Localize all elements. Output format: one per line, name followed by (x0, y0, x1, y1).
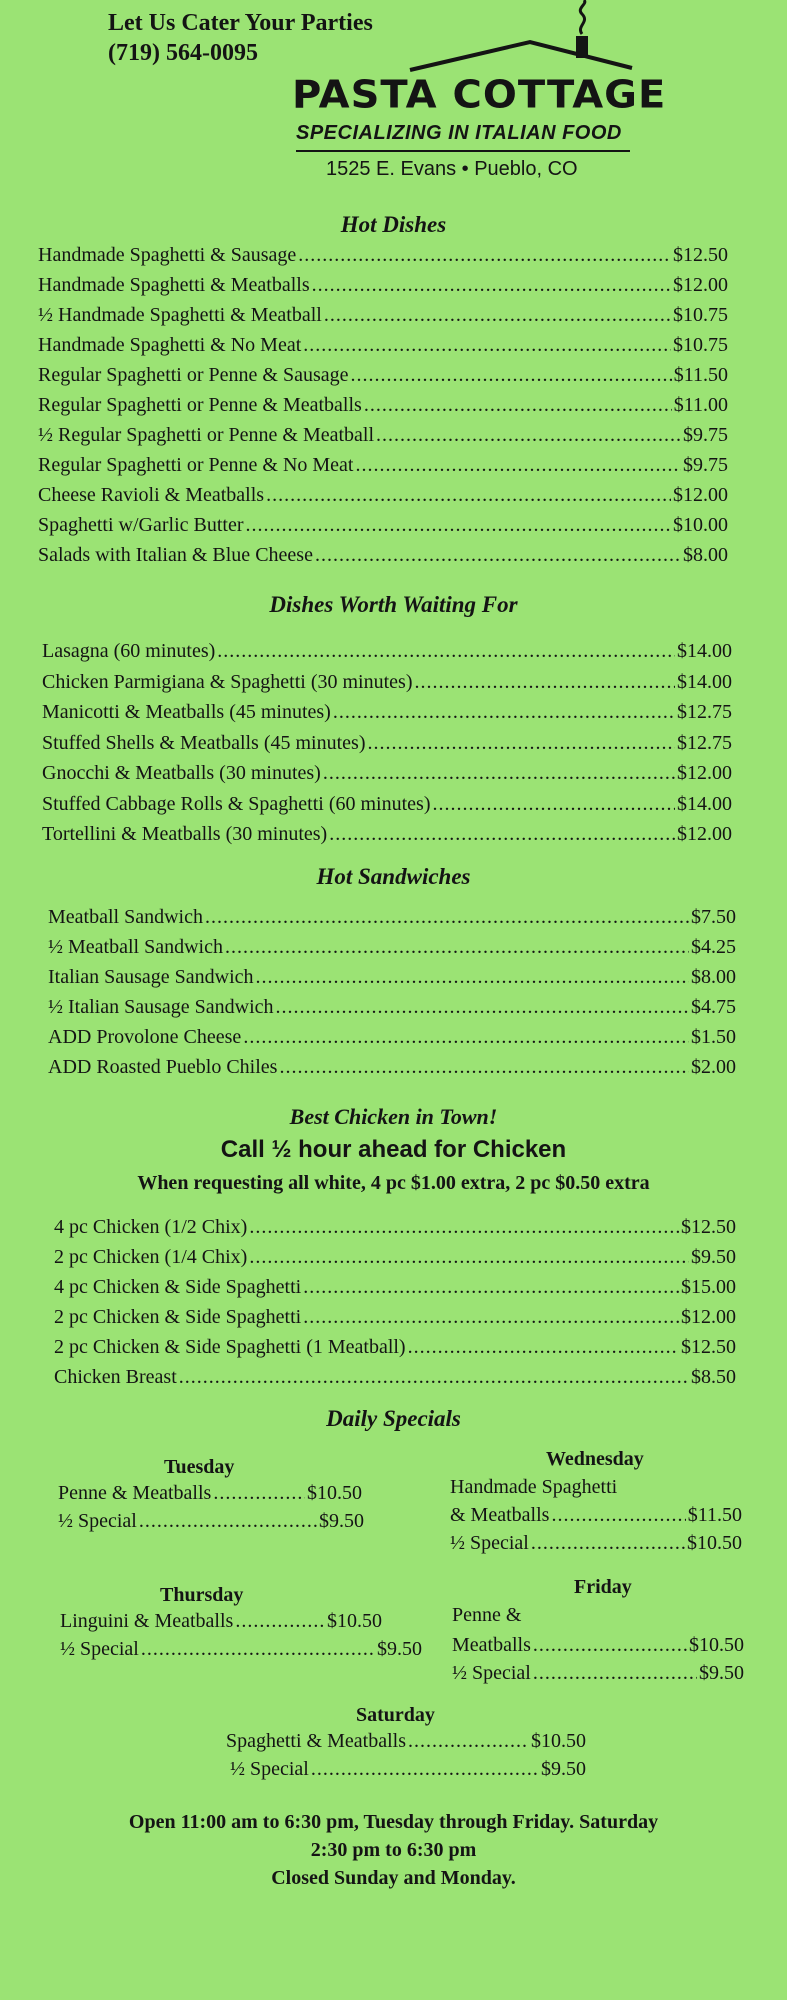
item-price: $10.00 (673, 514, 728, 536)
item-name: 2 pc Chicken & Side Spaghetti (54, 1306, 302, 1328)
day-name: Wednesday (546, 1448, 644, 1470)
item-price: $12.50 (681, 1216, 736, 1238)
item-name: Penne & (452, 1604, 522, 1626)
item-price: $8.50 (691, 1366, 736, 1388)
item-name: ½ Special (452, 1662, 531, 1684)
item-name: ½ Meatball Sandwich (48, 936, 223, 958)
leader-dots (213, 1482, 305, 1505)
item-price: $12.50 (681, 1336, 736, 1358)
item-price: $12.75 (677, 701, 732, 723)
tagline: SPECIALIZING IN ITALIAN FOOD (296, 122, 622, 144)
list-item (48, 936, 736, 966)
section-title-specials: Daily Specials (326, 1406, 461, 1431)
item-price: $9.75 (683, 424, 728, 446)
item-price: $9.75 (683, 454, 728, 476)
item-name: 2 pc Chicken (1/4 Chix) (54, 1246, 248, 1268)
section-title-sandwiches: Hot Sandwiches (316, 864, 471, 889)
item-price: $10.50 (327, 1610, 382, 1632)
item-price: $10.75 (673, 304, 728, 326)
list-item (38, 484, 728, 514)
item-name: Spaghetti & Meatballs (226, 1730, 406, 1752)
item-price: $12.00 (677, 762, 732, 784)
address: 1525 E. Evans • Pueblo, CO (326, 158, 578, 180)
leader-dots (276, 996, 690, 1019)
leader-dots (533, 1662, 697, 1685)
item-name: Handmade Spaghetti & Meatballs (38, 274, 310, 296)
leader-dots (368, 732, 676, 755)
restaurant-name: PASTA COTTAGE (292, 73, 667, 117)
leader-dots (551, 1504, 685, 1527)
call-ahead-note: Call ½ hour ahead for Chicken (220, 1136, 567, 1163)
list-item (38, 544, 728, 574)
leader-dots (303, 1306, 679, 1329)
list-item (38, 514, 728, 544)
hours-line: 2:30 pm to 6:30 pm (310, 1839, 477, 1861)
section-title-worth-waiting: Dishes Worth Waiting For (269, 592, 518, 617)
leader-dots (312, 274, 671, 297)
list-item (60, 1610, 382, 1638)
list-item (58, 1510, 364, 1538)
list-item (58, 1482, 362, 1510)
leader-dots (141, 1638, 375, 1661)
item-price: $12.75 (677, 731, 732, 754)
list-item (38, 454, 728, 484)
item-price: $4.75 (691, 996, 736, 1018)
leader-dots (225, 936, 689, 959)
leader-dots (205, 906, 689, 929)
leader-dots (315, 544, 681, 567)
special-saturday (226, 1704, 588, 1786)
leader-dots (408, 1336, 679, 1359)
item-name: Handmade Spaghetti & No Meat (38, 334, 302, 356)
list-item (42, 823, 732, 854)
hours-info (0, 1808, 787, 1892)
leader-dots (246, 514, 671, 537)
item-name: ½ Regular Spaghetti or Penne & Meatball (38, 424, 375, 446)
section-title-chicken: Best Chicken in Town! (289, 1104, 498, 1129)
leader-dots (298, 244, 671, 267)
item-name: Chicken Breast (54, 1366, 177, 1388)
item-name: Spaghetti w/Garlic Butter (38, 514, 244, 536)
list-item (48, 996, 736, 1026)
item-price: $14.00 (677, 792, 732, 815)
special-friday (452, 1576, 744, 1690)
item-name: Penne & Meatballs (58, 1482, 212, 1504)
leader-dots (311, 1758, 539, 1781)
item-price: $10.50 (307, 1482, 362, 1504)
special-wednesday (450, 1448, 742, 1560)
list-item (48, 906, 736, 936)
leader-dots (323, 762, 675, 785)
item-name: ADD Provolone Cheese (48, 1026, 242, 1048)
item-price: $9.50 (319, 1510, 364, 1532)
list-item (54, 1276, 736, 1306)
list-item (42, 762, 732, 793)
item-price: $14.00 (677, 670, 732, 693)
item-name: Stuffed Cabbage Rolls & Spaghetti (60 minutes) (42, 792, 431, 815)
list-item (48, 1026, 736, 1056)
worth-waiting-list (42, 640, 732, 854)
tagline-divider (296, 150, 630, 152)
list-item (226, 1758, 586, 1786)
item-price: $8.00 (691, 966, 736, 988)
item-name: 4 pc Chicken & Side Spaghetti (54, 1276, 302, 1298)
list-item (54, 1216, 736, 1246)
hot-dishes-list (38, 244, 728, 574)
leader-dots (279, 1056, 689, 1079)
day-name: Friday (574, 1576, 632, 1598)
item-name: ½ Special (60, 1638, 139, 1660)
item-name: ½ Italian Sausage Sandwich (48, 996, 274, 1018)
list-item (38, 274, 728, 304)
item-name: Regular Spaghetti or Penne & Sausage (38, 364, 349, 386)
leader-dots (531, 1532, 685, 1555)
item-name: Cheese Ravioli & Meatballs (38, 484, 265, 506)
list-item (38, 334, 728, 364)
item-price: $11.50 (687, 1504, 742, 1526)
list-item (54, 1336, 736, 1366)
leader-dots (356, 454, 682, 477)
item-price: $7.50 (691, 906, 736, 928)
special-thursday (60, 1584, 422, 1666)
item-price: $12.00 (673, 274, 728, 296)
leader-dots (333, 701, 675, 724)
item-price: $11.50 (673, 364, 728, 386)
item-price: $15.00 (681, 1276, 736, 1298)
leader-dots (249, 1216, 679, 1239)
item-price: $11.00 (673, 394, 728, 416)
item-price: $9.50 (541, 1758, 586, 1780)
item-name: Linguini & Meatballs (60, 1610, 234, 1632)
list-item (452, 1662, 744, 1690)
list-item (226, 1730, 586, 1758)
leader-dots (217, 640, 675, 663)
item-name: Salads with Italian & Blue Cheese (38, 544, 313, 566)
item-price: $1.50 (691, 1026, 736, 1048)
leader-dots (415, 671, 676, 694)
leader-dots (329, 823, 675, 846)
item-name: ADD Roasted Pueblo Chiles (48, 1056, 278, 1078)
hours-line: Open 11:00 am to 6:30 pm, Tuesday through Friday. Saturday (128, 1811, 659, 1833)
list-item (42, 640, 732, 671)
leader-dots (432, 793, 675, 816)
item-name: ½ Special (58, 1510, 137, 1532)
item-price: $10.50 (687, 1532, 742, 1554)
item-name: Tortellini & Meatballs (30 minutes) (42, 823, 328, 845)
list-item (48, 1056, 736, 1086)
item-price: $10.75 (673, 334, 728, 356)
item-price: $12.00 (673, 484, 728, 506)
item-name: Handmade Spaghetti & Sausage (38, 244, 297, 266)
list-item (38, 304, 728, 334)
cottage-roof-icon (400, 0, 640, 80)
list-item (54, 1306, 736, 1336)
item-name: Regular Spaghetti or Penne & Meatballs (38, 394, 362, 416)
item-price: $8.00 (683, 544, 728, 566)
item-price: $10.50 (689, 1634, 744, 1656)
leader-dots (533, 1634, 687, 1657)
list-item (42, 671, 732, 702)
item-name: Meatball Sandwich (48, 906, 203, 928)
leader-dots (303, 1276, 679, 1299)
leader-dots (376, 424, 681, 447)
day-name: Saturday (356, 1704, 435, 1726)
special-tuesday (58, 1456, 362, 1538)
leader-dots (139, 1510, 317, 1533)
item-price: $9.50 (691, 1246, 736, 1268)
leader-dots (235, 1610, 325, 1633)
catering-phone: (719) 564-0095 (108, 40, 258, 66)
list-item (452, 1634, 744, 1662)
item-name: 4 pc Chicken (1/2 Chix) (54, 1216, 248, 1238)
list-item (38, 424, 728, 454)
list-item (48, 966, 736, 996)
item-price: $12.50 (673, 244, 728, 266)
leader-dots (249, 1246, 689, 1269)
list-item (450, 1532, 742, 1560)
item-price: $4.25 (691, 936, 736, 958)
leader-dots (266, 484, 671, 507)
section-title-hot-dishes: Hot Dishes (340, 212, 447, 237)
day-name: Tuesday (164, 1456, 235, 1478)
list-item (54, 1366, 736, 1396)
item-name: Meatballs (452, 1634, 531, 1656)
list-item (450, 1504, 742, 1532)
item-price: $2.00 (691, 1056, 736, 1078)
item-name: Italian Sausage Sandwich (48, 966, 254, 988)
hours-line: Closed Sunday and Monday. (271, 1867, 516, 1889)
leader-dots (243, 1026, 689, 1049)
leader-dots (351, 364, 672, 387)
item-name: Lasagna (60 minutes) (42, 640, 216, 662)
leader-dots (324, 304, 671, 327)
item-name: ½ Handmade Spaghetti & Meatball (38, 304, 322, 326)
chicken-list (54, 1216, 736, 1396)
list-item (54, 1246, 736, 1276)
list-item (38, 364, 728, 394)
item-name: Chicken Parmigiana & Spaghetti (30 minutes) (42, 670, 413, 693)
list-item (38, 394, 728, 424)
item-name: ½ Special (230, 1758, 309, 1780)
leader-dots (256, 966, 690, 989)
item-price: $12.00 (677, 823, 732, 845)
catering-text: Let Us Cater Your Parties (108, 10, 373, 36)
all-white-note: When requesting all white, 4 pc $1.00 extra, 2 pc $0.50 extra (137, 1172, 650, 1194)
list-item (38, 244, 728, 274)
item-name: Handmade Spaghetti (450, 1476, 618, 1498)
item-price: $14.00 (677, 640, 732, 662)
catering-callout (108, 8, 373, 68)
list-item (60, 1638, 422, 1666)
item-price: $10.50 (531, 1730, 586, 1752)
leader-dots (179, 1366, 689, 1389)
item-price: $12.00 (681, 1306, 736, 1328)
item-name: 2 pc Chicken & Side Spaghetti (1 Meatball) (54, 1336, 406, 1358)
item-name: Regular Spaghetti or Penne & No Meat (38, 454, 354, 476)
list-item (42, 793, 732, 824)
leader-dots (408, 1730, 529, 1753)
sandwiches-list (48, 906, 736, 1086)
item-price: $9.50 (699, 1662, 744, 1684)
leader-dots (364, 394, 672, 417)
item-name: Manicotti & Meatballs (45 minutes) (42, 701, 331, 723)
leader-dots (303, 334, 671, 357)
list-item (42, 732, 732, 763)
item-name: Stuffed Shells & Meatballs (45 minutes) (42, 731, 366, 754)
day-name: Thursday (160, 1584, 244, 1606)
item-name: Gnocchi & Meatballs (30 minutes) (42, 762, 321, 784)
item-name: & Meatballs (450, 1504, 550, 1526)
item-price: $9.50 (377, 1638, 422, 1660)
list-item (42, 701, 732, 732)
item-name: ½ Special (450, 1532, 529, 1554)
